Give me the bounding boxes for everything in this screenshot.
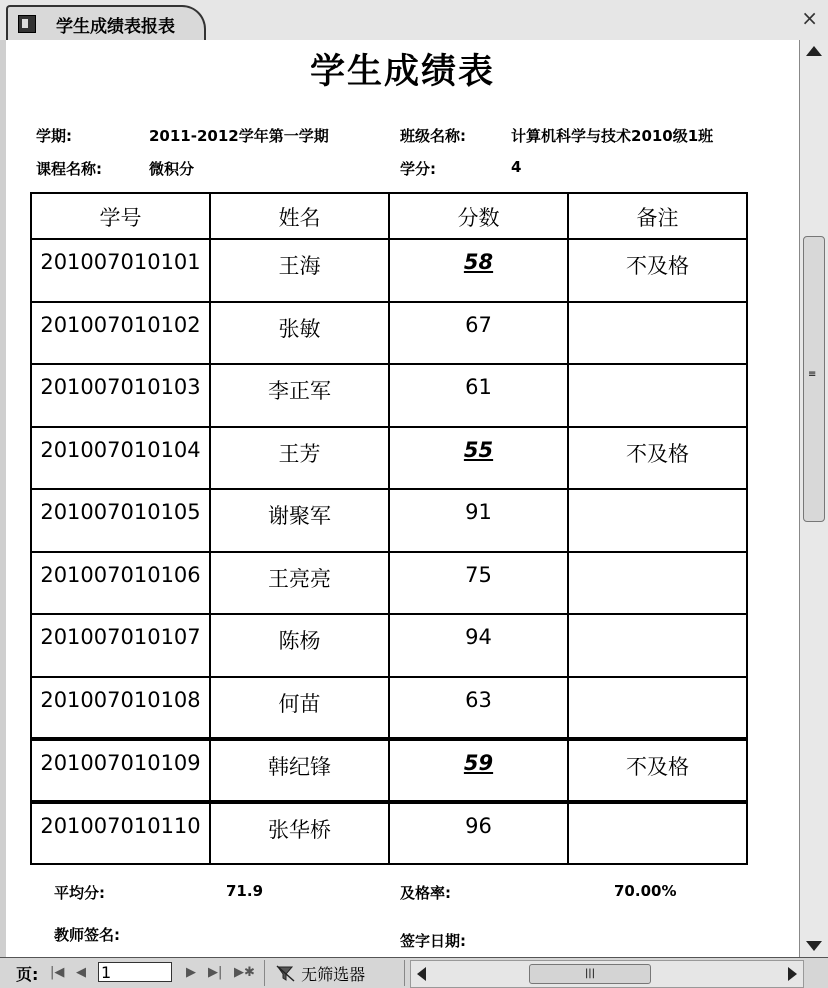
term-value: 2011-2012学年第一学期 bbox=[149, 127, 329, 145]
score-cell: 75 bbox=[389, 552, 568, 615]
pass-rate-value: 70.00% bbox=[614, 882, 677, 900]
column-header-score: 分数 bbox=[389, 193, 568, 239]
student-name-cell: 李正军 bbox=[210, 364, 389, 427]
table-row bbox=[31, 364, 747, 427]
table-row bbox=[31, 239, 747, 302]
scroll-down-arrow-icon[interactable] bbox=[806, 941, 822, 951]
student-id-cell: 201007010103 bbox=[31, 364, 210, 427]
student-name-cell: 何苗 bbox=[210, 677, 389, 740]
score-cell: 94 bbox=[389, 614, 568, 677]
last-page-icon[interactable]: ▶| bbox=[208, 965, 223, 980]
note-cell bbox=[568, 802, 747, 865]
student-id-cell: 201007010102 bbox=[31, 302, 210, 365]
table-header-row bbox=[31, 193, 747, 239]
new-record-icon[interactable]: ▶✱ bbox=[234, 965, 255, 980]
score-cell: 91 bbox=[389, 489, 568, 552]
note-cell: 不及格 bbox=[568, 427, 747, 490]
score-cell: 67 bbox=[389, 302, 568, 365]
student-name-cell: 韩纪锋 bbox=[210, 739, 389, 802]
score-cell: 58 bbox=[389, 239, 568, 302]
student-id-cell: 201007010104 bbox=[31, 427, 210, 490]
average-label: 平均分: bbox=[54, 884, 105, 902]
nav-divider bbox=[404, 960, 405, 986]
student-name-cell: 陈杨 bbox=[210, 614, 389, 677]
table-row bbox=[31, 302, 747, 365]
student-name-cell: 谢聚军 bbox=[210, 489, 389, 552]
note-cell bbox=[568, 489, 747, 552]
tab-title: 学生成绩表报表 bbox=[56, 17, 175, 37]
first-page-icon[interactable]: |◀ bbox=[50, 965, 65, 980]
student-id-cell: 201007010107 bbox=[31, 614, 210, 677]
record-navigation-bar bbox=[0, 957, 828, 988]
note-cell bbox=[568, 677, 747, 740]
no-filter-button[interactable] bbox=[276, 962, 365, 985]
note-cell bbox=[568, 552, 747, 615]
note-cell bbox=[568, 302, 747, 365]
score-cell: 55 bbox=[389, 427, 568, 490]
student-name-cell: 张敏 bbox=[210, 302, 389, 365]
scroll-right-arrow-icon[interactable] bbox=[788, 967, 797, 981]
credit-value: 4 bbox=[511, 158, 522, 176]
pass-rate-label: 及格率: bbox=[400, 884, 451, 902]
vertical-scrollbar[interactable] bbox=[799, 40, 828, 957]
table-row bbox=[31, 677, 747, 740]
student-name-cell: 王海 bbox=[210, 239, 389, 302]
column-header-note: 备注 bbox=[568, 193, 747, 239]
student-id-cell: 201007010105 bbox=[31, 489, 210, 552]
nav-divider bbox=[264, 960, 265, 986]
teacher-sign-label: 教师签名: bbox=[54, 926, 120, 944]
funnel-crossed-icon bbox=[276, 965, 296, 983]
score-cell: 96 bbox=[389, 802, 568, 865]
next-page-icon[interactable]: ▶ bbox=[186, 965, 196, 980]
table-row bbox=[31, 489, 747, 552]
vertical-scroll-thumb[interactable] bbox=[803, 236, 825, 522]
course-label: 课程名称: bbox=[36, 160, 102, 178]
student-name-cell: 王芳 bbox=[210, 427, 389, 490]
horizontal-scroll-thumb[interactable]: ||| bbox=[529, 964, 651, 984]
scroll-left-arrow-icon[interactable] bbox=[417, 967, 426, 981]
student-id-cell: 201007010108 bbox=[31, 677, 210, 740]
table-row bbox=[31, 552, 747, 615]
report-title: 学生成绩表 bbox=[309, 52, 495, 92]
class-label: 班级名称: bbox=[400, 127, 466, 145]
student-id-cell: 201007010109 bbox=[31, 739, 210, 802]
page-label: 页: bbox=[16, 965, 39, 984]
student-name-cell: 王亮亮 bbox=[210, 552, 389, 615]
table-row bbox=[31, 427, 747, 490]
page-number-input[interactable] bbox=[98, 962, 172, 982]
horizontal-scrollbar[interactable] bbox=[410, 960, 804, 988]
student-id-cell: 201007010106 bbox=[31, 552, 210, 615]
note-cell: 不及格 bbox=[568, 239, 747, 302]
column-header-name: 姓名 bbox=[210, 193, 389, 239]
table-row bbox=[31, 802, 747, 865]
score-cell: 63 bbox=[389, 677, 568, 740]
table-row bbox=[31, 614, 747, 677]
term-label: 学期: bbox=[36, 127, 72, 145]
course-value: 微积分 bbox=[149, 160, 195, 178]
previous-page-icon[interactable]: ◀ bbox=[76, 965, 86, 980]
grip-icon: ≡ bbox=[808, 369, 817, 380]
sign-date-label: 签字日期: bbox=[400, 932, 466, 950]
column-header-id: 学号 bbox=[31, 193, 210, 239]
close-icon[interactable]: × bbox=[801, 6, 818, 30]
note-cell: 不及格 bbox=[568, 739, 747, 802]
student-id-cell: 201007010110 bbox=[31, 802, 210, 865]
table-row bbox=[31, 739, 747, 802]
average-value: 71.9 bbox=[226, 882, 264, 900]
score-cell: 61 bbox=[389, 364, 568, 427]
title-bar bbox=[0, 0, 828, 41]
scroll-up-arrow-icon[interactable] bbox=[806, 46, 822, 56]
score-cell: 59 bbox=[389, 739, 568, 802]
no-filter-label: 无筛选器 bbox=[301, 965, 366, 984]
note-cell bbox=[568, 364, 747, 427]
class-value: 计算机科学与技术2010级1班 bbox=[511, 127, 714, 145]
grades-table bbox=[30, 192, 748, 865]
report-page bbox=[6, 40, 799, 957]
student-name-cell: 张华桥 bbox=[210, 802, 389, 865]
student-id-cell: 201007010101 bbox=[31, 239, 210, 302]
note-cell bbox=[568, 614, 747, 677]
report-icon bbox=[18, 15, 36, 33]
credit-label: 学分: bbox=[400, 160, 436, 178]
report-tab[interactable] bbox=[6, 5, 206, 41]
